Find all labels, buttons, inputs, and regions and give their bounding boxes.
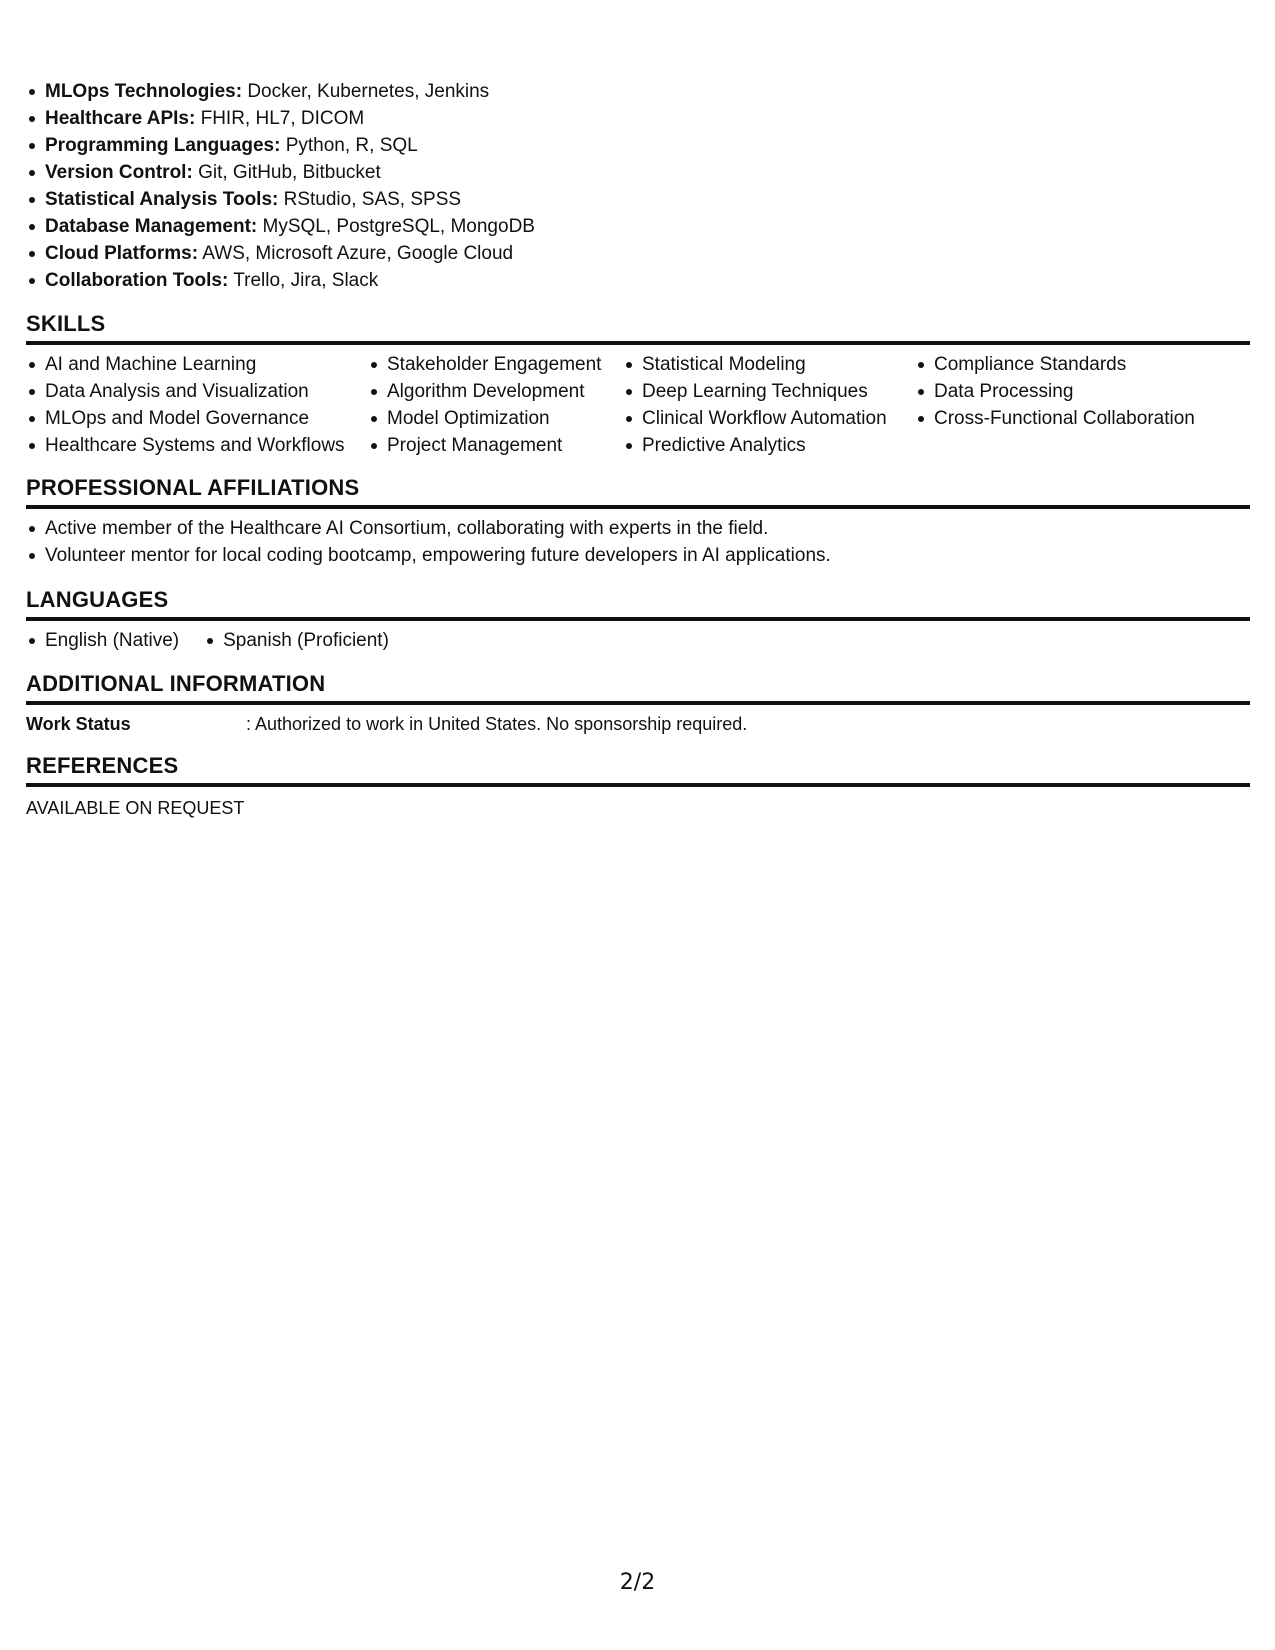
item-value: FHIR, HL7, DICOM <box>195 108 365 129</box>
section-title-affiliations: PROFESSIONAL AFFILIATIONS <box>26 474 1250 509</box>
item-value: Trello, Jira, Slack <box>228 270 379 291</box>
technologies-list <box>26 78 1250 294</box>
list-item: AI and Machine Learning <box>26 351 368 378</box>
item-label: Healthcare APIs: <box>45 108 196 129</box>
references-text: AVAILABLE ON REQUEST <box>26 798 245 818</box>
list-item: Stakeholder Engagement <box>368 351 623 378</box>
list-item: Healthcare Systems and Workflows <box>26 432 368 459</box>
list-item <box>26 132 1250 159</box>
list-item <box>26 213 1250 240</box>
item-value: AWS, Microsoft Azure, Google Cloud <box>198 243 514 264</box>
skills-column-4 <box>915 351 1250 459</box>
list-item: Project Management <box>368 432 623 459</box>
item-value: RStudio, SAS, SPSS <box>278 189 462 210</box>
affiliations-section <box>26 474 1250 569</box>
item-value: Git, GitHub, Bitbucket <box>192 162 381 183</box>
list-item: Algorithm Development <box>368 378 623 405</box>
list-item: Clinical Workflow Automation <box>623 405 915 432</box>
list-item: Model Optimization <box>368 405 623 432</box>
list-item: Volunteer mentor for local coding bootcamp, empowering future developers in AI applications. <box>26 542 1250 569</box>
item-label: Collaboration Tools: <box>45 270 229 291</box>
item-label: Version Control: <box>45 162 193 183</box>
list-item: Data Processing <box>915 378 1250 405</box>
list-item: English (Native) <box>26 627 179 654</box>
list-item: Data Analysis and Visualization <box>26 378 368 405</box>
list-item: Deep Learning Techniques <box>623 378 915 405</box>
skills-section <box>26 310 1250 459</box>
list-item <box>26 159 1250 186</box>
list-item: Predictive Analytics <box>623 432 915 459</box>
list-item <box>26 186 1250 213</box>
list-item: Spanish (Proficient) <box>204 627 389 654</box>
list-item: Cross-Functional Collaboration <box>915 405 1250 432</box>
section-title-languages: LANGUAGES <box>26 586 1250 621</box>
item-label: MLOps Technologies: <box>45 81 243 102</box>
list-item: Compliance Standards <box>915 351 1250 378</box>
section-title-references: REFERENCES <box>26 752 1250 787</box>
list-item: Active member of the Healthcare AI Consortium, collaborating with experts in the field. <box>26 515 1250 542</box>
list-item <box>26 105 1250 132</box>
list-item: Statistical Modeling <box>623 351 915 378</box>
list-item <box>26 240 1250 267</box>
resume-page <box>26 78 1250 822</box>
work-status-row <box>26 711 1250 738</box>
item-value: Python, R, SQL <box>280 135 418 156</box>
affiliations-list <box>26 515 1250 569</box>
skills-column-1 <box>26 351 368 459</box>
skills-column-3 <box>623 351 915 459</box>
languages-list <box>26 627 1250 654</box>
references-section <box>26 752 1250 822</box>
list-item: MLOps and Model Governance <box>26 405 368 432</box>
list-item <box>26 267 1250 294</box>
item-label: Statistical Analysis Tools: <box>45 189 279 210</box>
list-item <box>26 78 1250 105</box>
page-number: 2/2 <box>619 1570 656 1595</box>
languages-section <box>26 586 1250 654</box>
item-label: Cloud Platforms: <box>45 243 199 264</box>
item-label: Database Management: <box>45 216 258 237</box>
section-title-additional-info: ADDITIONAL INFORMATION <box>26 670 1250 705</box>
item-value: MySQL, PostgreSQL, MongoDB <box>257 216 535 237</box>
work-status-value: : Authorized to work in United States. No sponsorship required. <box>246 714 748 734</box>
additional-info-section <box>26 670 1250 738</box>
item-value: Docker, Kubernetes, Jenkins <box>242 81 490 102</box>
skills-column-2 <box>368 351 623 459</box>
section-title-skills: SKILLS <box>26 310 1250 345</box>
item-label: Programming Languages: <box>45 135 281 156</box>
skills-grid <box>26 351 1250 459</box>
work-status-label: Work Status <box>26 714 131 734</box>
